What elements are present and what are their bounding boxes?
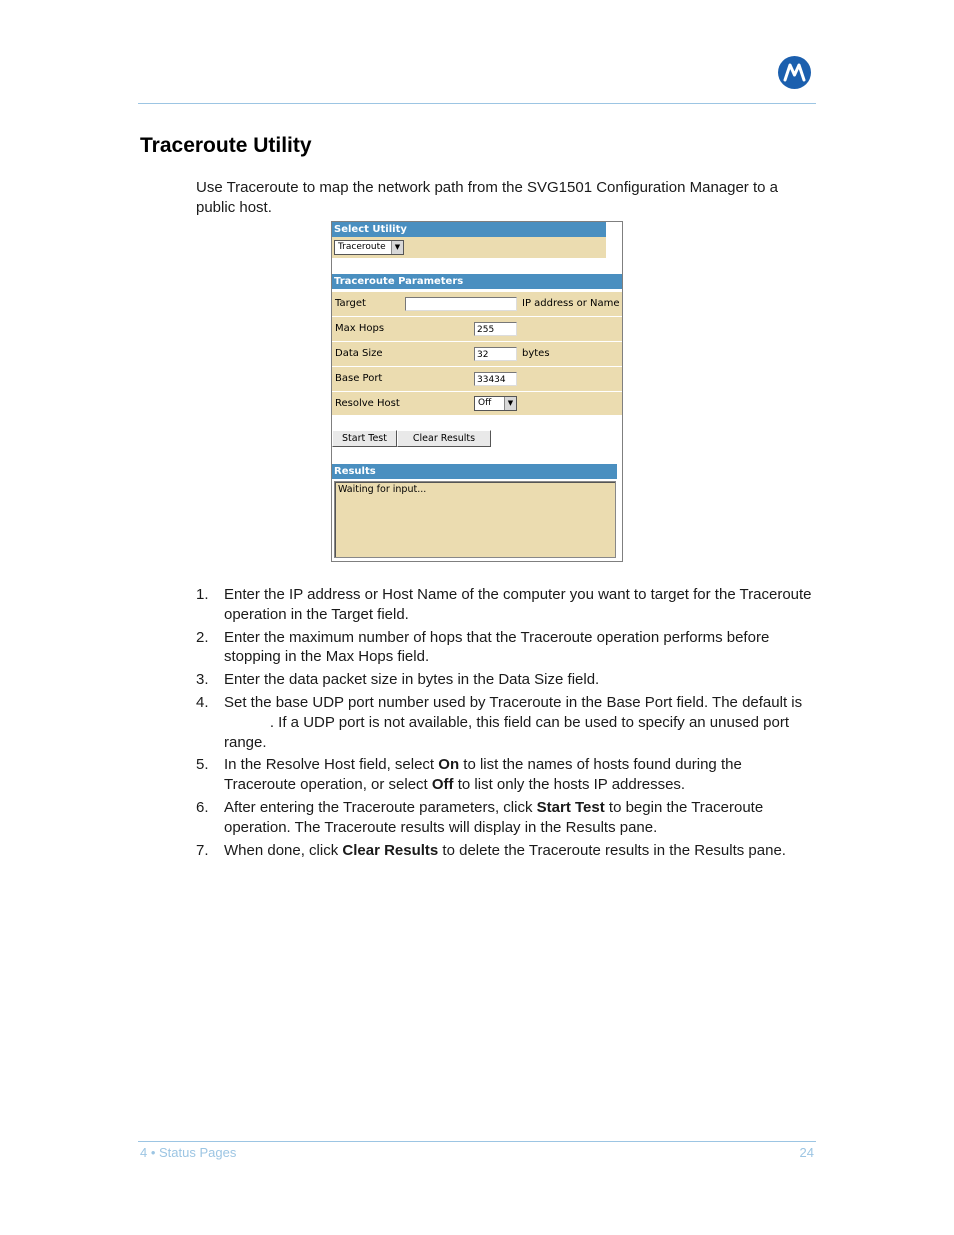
step-item <box>196 798 816 838</box>
step-item <box>196 693 816 752</box>
traceroute-form-screenshot <box>331 221 623 562</box>
step-text: to delete the Traceroute results in the Results pane. <box>438 841 786 859</box>
base-port-input[interactable]: 33434 <box>474 372 517 386</box>
param-row-target <box>332 292 622 317</box>
results-header: Results <box>332 464 617 479</box>
step-text: to begin the Traceroute operation. The Traceroute results will display in the Results pane. <box>224 798 764 836</box>
param-row-data-size <box>332 342 622 367</box>
step-text: Enter the maximum number of hops that the Traceroute operation performs before stopping in the Max Hops field. <box>224 628 770 666</box>
clear-results-button[interactable]: Clear Results <box>397 430 491 447</box>
step-item <box>196 628 816 668</box>
step-item <box>196 670 816 690</box>
footer-rule <box>138 1141 816 1142</box>
select-utility-header: Select Utility <box>332 222 606 237</box>
steps-list <box>196 585 816 863</box>
step-text: to list the names of hosts found during the Traceroute operation, or select <box>224 756 742 794</box>
step-text: In the Resolve Host field, select <box>224 756 439 774</box>
intro-paragraph: Use Traceroute to map the network path from the SVG1501 Configuration Manager to a public host. <box>196 179 778 216</box>
step-emphasis: On <box>438 756 460 774</box>
target-label: Target <box>335 298 366 309</box>
select-utility-band <box>332 237 606 258</box>
resolve-host-label: Resolve Host <box>335 398 400 409</box>
step-number: 7. <box>196 841 209 859</box>
step-number: 3. <box>196 671 209 689</box>
target-input[interactable] <box>405 297 517 311</box>
step-item <box>196 841 816 861</box>
utility-select-value: Traceroute <box>338 242 386 252</box>
resolve-host-value: Off <box>478 398 492 408</box>
footer-section: 4 • Status Pages <box>140 1145 237 1160</box>
step-text: When done, click <box>224 841 343 859</box>
step-item <box>196 585 816 625</box>
step-emphasis: Start Test <box>536 798 605 816</box>
utility-select[interactable] <box>334 240 404 255</box>
target-hint: IP address or Name <box>522 298 620 309</box>
step-number: 1. <box>196 586 209 603</box>
resolve-host-select[interactable] <box>474 396 517 411</box>
param-row-max-hops <box>332 317 622 342</box>
step-text: Enter the IP address or Host Name of the computer you want to target for the Traceroute operation in the Target field. <box>224 586 812 623</box>
param-row-resolve-host <box>332 392 622 416</box>
step-emphasis: Off <box>431 776 454 794</box>
page-title: Traceroute Utility <box>140 134 312 157</box>
data-size-label: Data Size <box>335 348 383 359</box>
data-size-unit: bytes <box>522 348 550 359</box>
header-rule <box>138 103 816 104</box>
max-hops-input[interactable]: 255 <box>474 322 517 336</box>
step-text: After entering the Traceroute parameters, click <box>224 798 537 816</box>
max-hops-label: Max Hops <box>335 323 385 334</box>
data-size-input[interactable]: 32 <box>474 347 517 361</box>
step-emphasis: Clear Results <box>342 841 439 859</box>
param-row-base-port <box>332 367 622 392</box>
step-number: 4. <box>196 693 209 711</box>
start-test-button[interactable]: Start Test <box>332 430 397 447</box>
dropdown-arrow-icon: ▼ <box>504 397 516 410</box>
results-textarea[interactable]: Waiting for input... <box>334 481 616 558</box>
dropdown-arrow-icon: ▼ <box>391 241 403 254</box>
step-text: to list only the hosts IP addresses. <box>453 776 686 794</box>
step-text: Set the base UDP port number used by Traceroute in the Base Port field. The default is . If a UDP port is not available, this field can be used to specify an unused port range. <box>224 693 803 751</box>
step-number: 6. <box>196 798 209 816</box>
step-item <box>196 755 816 795</box>
traceroute-parameters-header: Traceroute Parameters <box>332 274 622 289</box>
step-number: 5. <box>196 756 209 774</box>
step-number: 2. <box>196 628 209 646</box>
base-port-label: Base Port <box>335 373 383 384</box>
footer-page-number: 24 <box>799 1145 814 1160</box>
step-text: Enter the data packet size in bytes in the Data Size field. <box>224 671 600 689</box>
motorola-logo-icon <box>778 56 811 89</box>
